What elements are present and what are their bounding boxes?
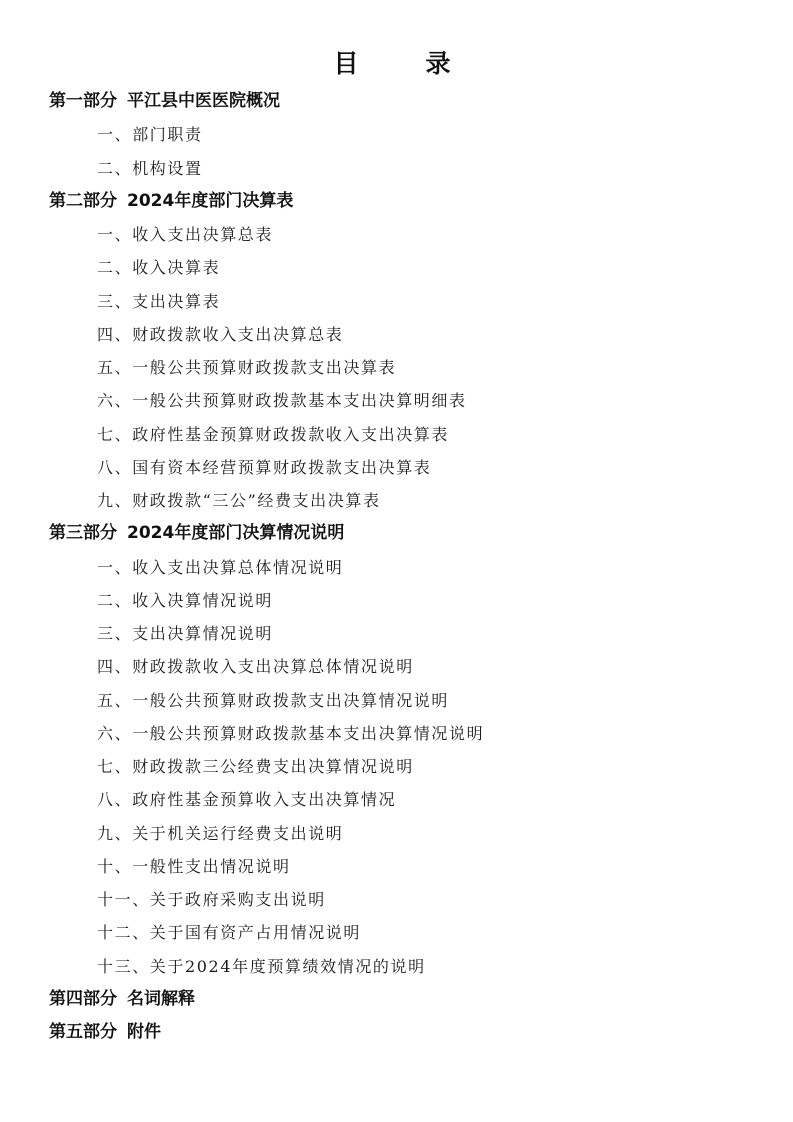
- toc-item: 九、财政拨款“三公”经费支出决算表: [97, 491, 381, 510]
- toc-item: 四、财政拨款收入支出决算总体情况说明: [97, 657, 414, 677]
- toc-item: 三、支出决算情况说明: [97, 624, 274, 643]
- page-title: 目 录: [333, 49, 472, 78]
- toc-part-number: 第四部分: [49, 988, 117, 1009]
- toc-item: 一、收入支出决算总体情况说明: [97, 557, 344, 577]
- toc-item: 三、支出决算表: [97, 291, 221, 311]
- toc-item: 二、收入决算表: [97, 258, 221, 278]
- toc-part-title: 附件: [127, 1022, 161, 1042]
- toc-item: 一、收入支出决算总表: [97, 225, 274, 244]
- toc-item: 八、国有资本经营预算财政拨款支出决算表: [97, 457, 432, 477]
- table-of-contents: [0, 85, 793, 1049]
- toc-item: 四、财政拨款收入支出决算总表: [97, 324, 344, 344]
- toc-part-heading: [0, 185, 793, 218]
- toc-part-number: 第二部分: [49, 190, 117, 211]
- toc-item: 六、一般公共预算财政拨款基本支出决算明细表: [97, 391, 467, 411]
- toc-part-heading: [0, 517, 793, 550]
- toc-item: 五、一般公共预算财政拨款支出决算表: [97, 358, 397, 377]
- toc-part-number: 第五部分: [49, 1022, 117, 1042]
- toc-item: 一、部门职责: [97, 125, 203, 145]
- toc-part-title: 2024年度部门决算表: [127, 190, 294, 211]
- toc-item: 十、一般性支出情况说明: [97, 856, 291, 876]
- toc-item: 七、政府性基金预算财政拨款收入支出决算表: [97, 424, 450, 444]
- toc-part-heading: [0, 1016, 793, 1049]
- toc-item: 十一、关于政府采购支出说明: [97, 890, 326, 909]
- toc-item: 二、收入决算情况说明: [97, 590, 274, 610]
- toc-item: 七、财政拨款三公经费支出决算情况说明: [97, 757, 414, 776]
- toc-part-number: 第三部分: [49, 523, 117, 544]
- toc-part-title: 2024年度部门决算情况说明: [127, 523, 345, 544]
- toc-item: 八、政府性基金预算收入支出决算情况: [97, 790, 397, 810]
- toc-part-heading: [0, 85, 793, 118]
- toc-item: 十二、关于国有资产占用情况说明: [97, 923, 362, 943]
- toc-item: 九、关于机关运行经费支出说明: [97, 823, 344, 843]
- toc-item: 五、一般公共预算财政拨款支出决算情况说明: [97, 690, 450, 710]
- toc-part-heading: [0, 983, 793, 1016]
- toc-item: 二、机构设置: [97, 158, 203, 178]
- toc-item: 六、一般公共预算财政拨款基本支出决算情况说明: [97, 723, 485, 743]
- toc-part-title: 平江县中医医院概况: [127, 91, 280, 111]
- toc-item: 十三、关于2024年度预算绩效情况的说明: [97, 956, 426, 976]
- toc-part-title: 名词解释: [127, 988, 195, 1009]
- toc-part-number: 第一部分: [49, 91, 117, 111]
